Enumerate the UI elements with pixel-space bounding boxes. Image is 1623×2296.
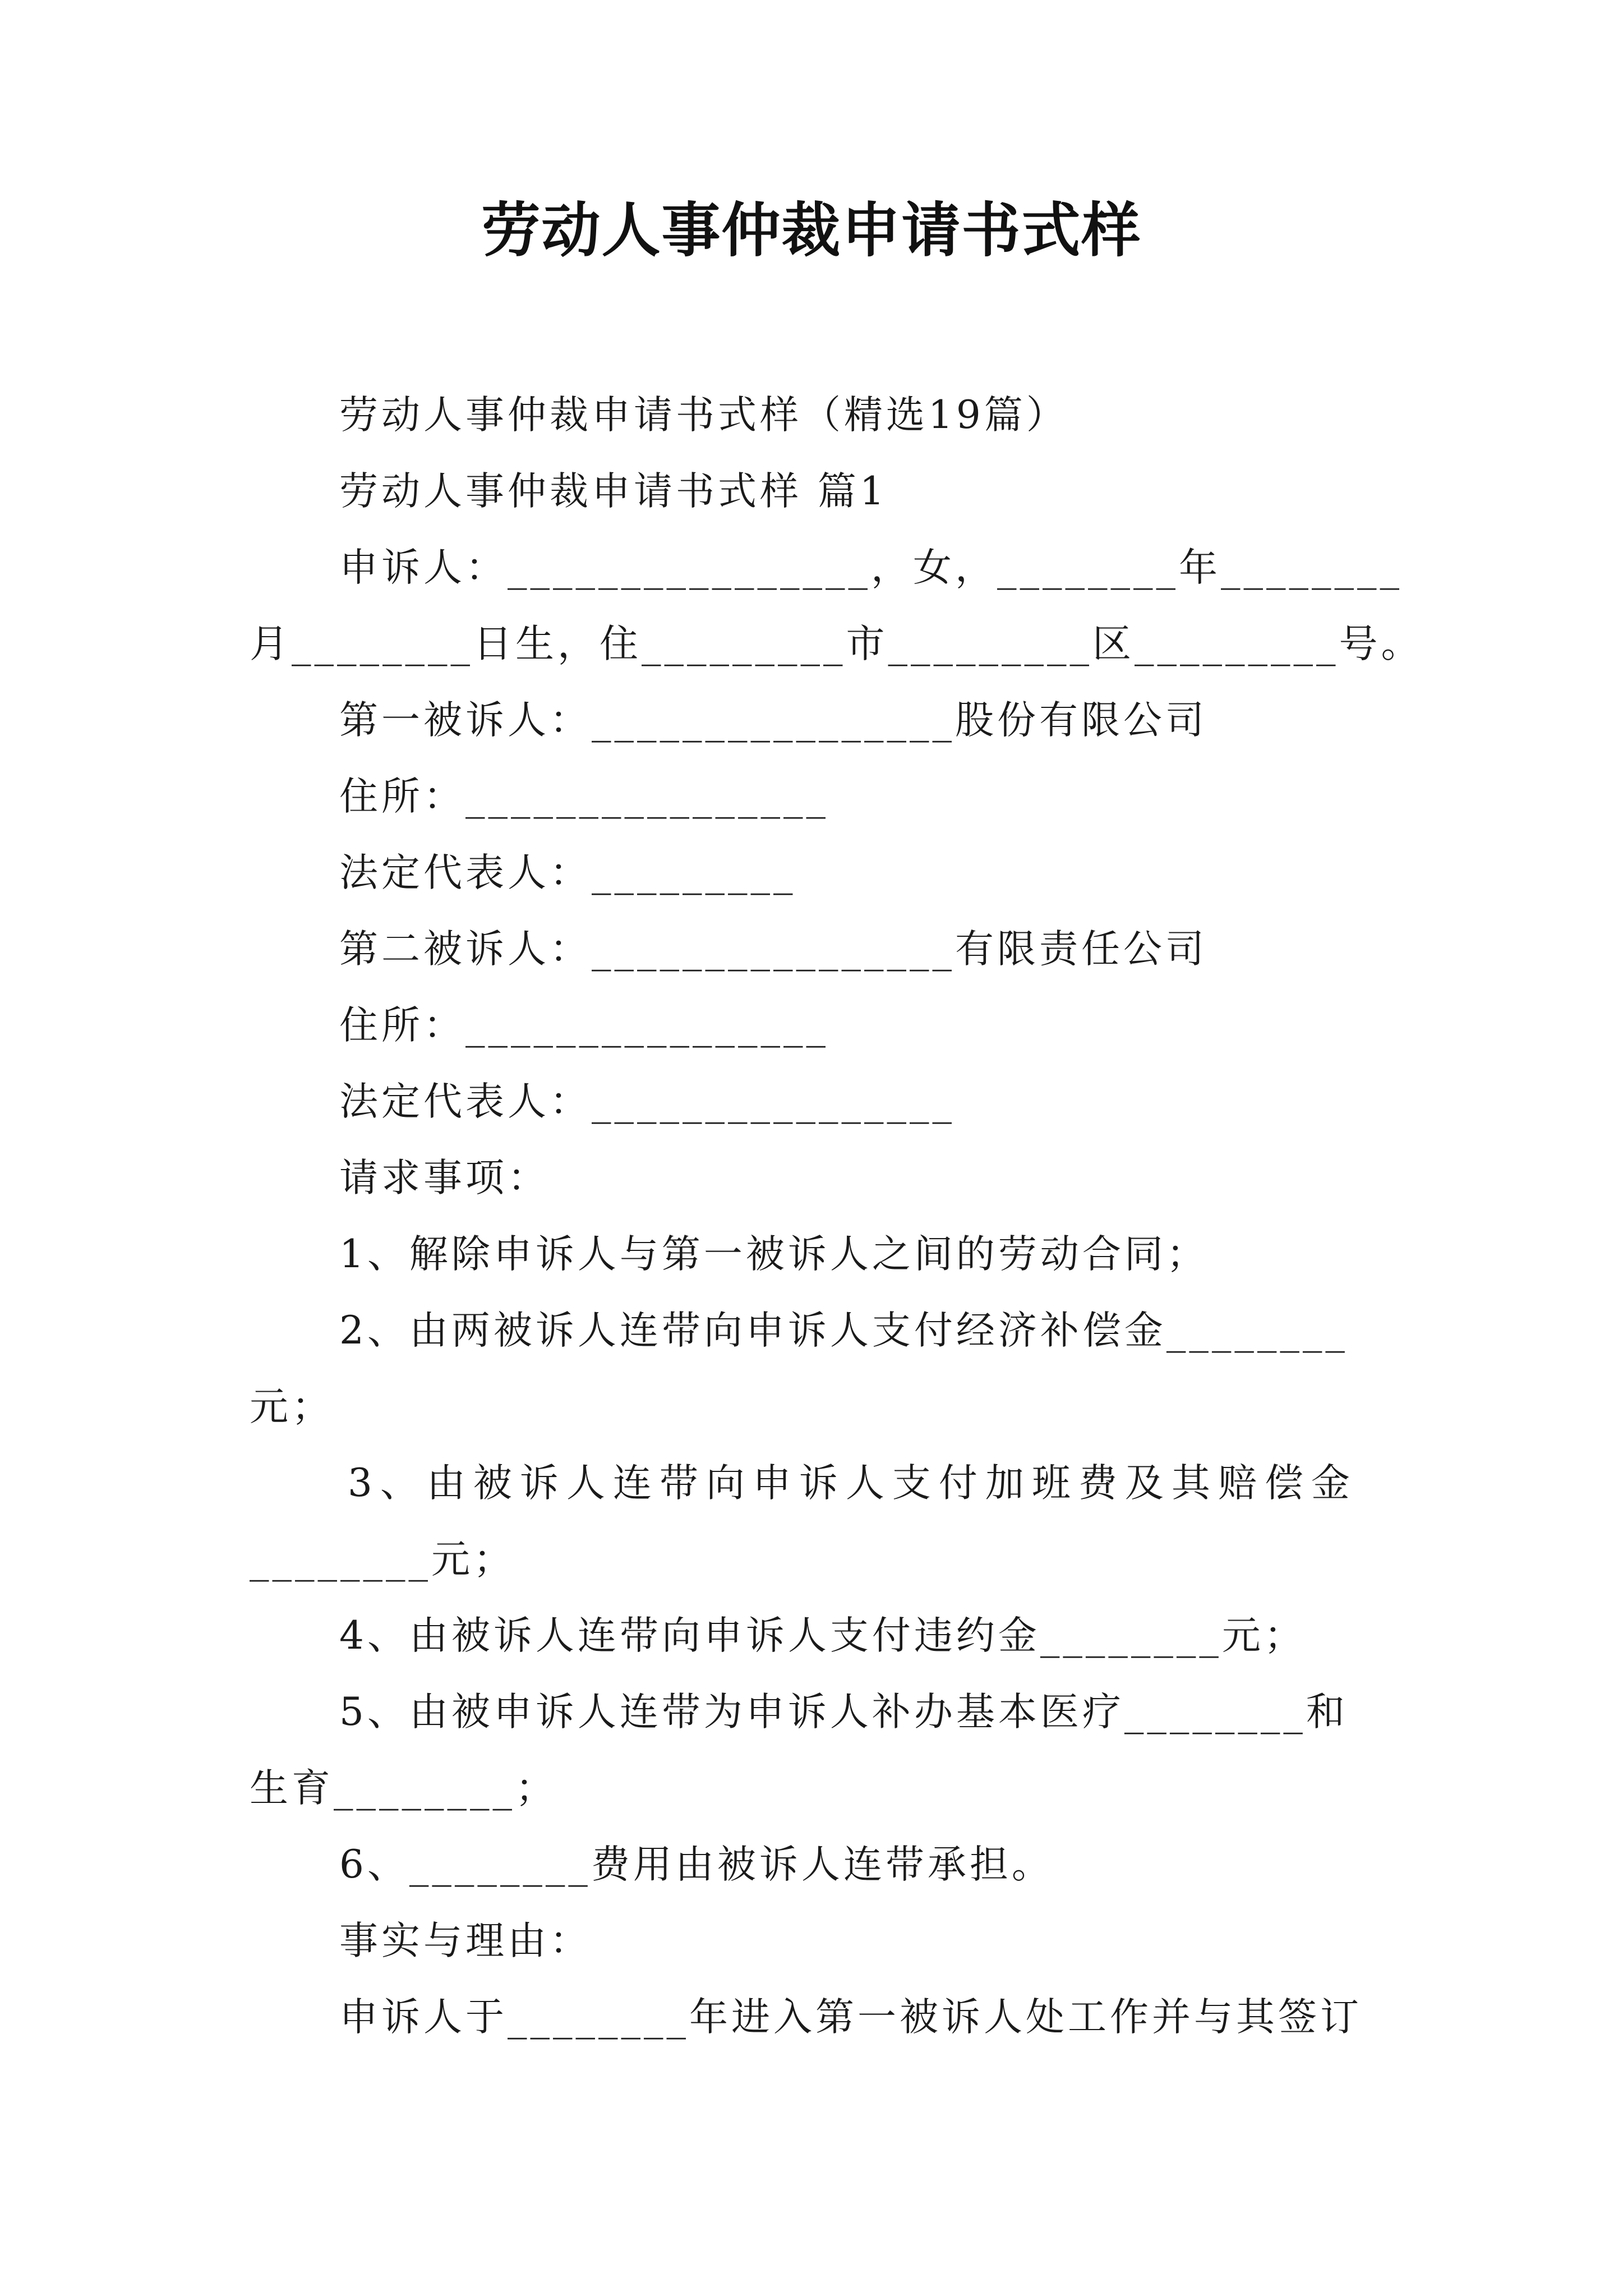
claims-heading: 请求事项： (339, 1156, 550, 1200)
second-respondent-line: 第二被诉人：________________有限责任公司 (339, 927, 1207, 972)
claim-item-6: 6、________费用由被诉人连带承担。 (339, 1842, 1054, 1887)
first-respondent-legal-rep: 法定代表人：_________ (339, 850, 796, 895)
first-respondent-address: 住所：________________ (339, 774, 829, 819)
facts-paragraph: 申诉人于________年进入第一被诉人处工作并与其签订 (339, 1995, 1362, 2040)
section-heading: 劳动人事仲裁申请书式样 篇1 (339, 469, 888, 514)
claim-item-4: 4、由被诉人连带向申诉人支付违约金________元； (339, 1613, 1306, 1658)
applicant-line-continued: 月________日生，住_________市_________区_________号。 (250, 622, 1423, 666)
claim-item-2: 2、由两被诉人连带向申诉人支付经济补偿金________ (339, 1308, 1348, 1353)
claim-item-2-continued: 元； (250, 1384, 334, 1429)
claim-item-3: 3、由被诉人连带向申诉人支付加班费及其赔偿金 (348, 1461, 1358, 1506)
claim-item-1: 1、解除申诉人与第一被诉人之间的劳动合同； (339, 1232, 1209, 1277)
applicant-line: 申诉人：________________，女，________年________ (339, 545, 1403, 590)
subtitle-line: 劳动人事仲裁申请书式样（精选19篇） (339, 393, 1068, 438)
second-respondent-legal-rep: 法定代表人：________________ (339, 1079, 955, 1124)
claim-item-5: 5、由被申诉人连带为申诉人补办基本医疗________和 (339, 1690, 1348, 1734)
first-respondent-line: 第一被诉人：________________股份有限公司 (339, 698, 1207, 743)
document-title: 劳动人事仲裁申请书式样 (481, 195, 1142, 265)
second-respondent-address: 住所：________________ (339, 1003, 829, 1048)
facts-heading: 事实与理由： (339, 1918, 592, 1963)
claim-item-5-continued: 生育________； (250, 1766, 557, 1811)
claim-item-3-continued: ________元； (250, 1537, 515, 1582)
